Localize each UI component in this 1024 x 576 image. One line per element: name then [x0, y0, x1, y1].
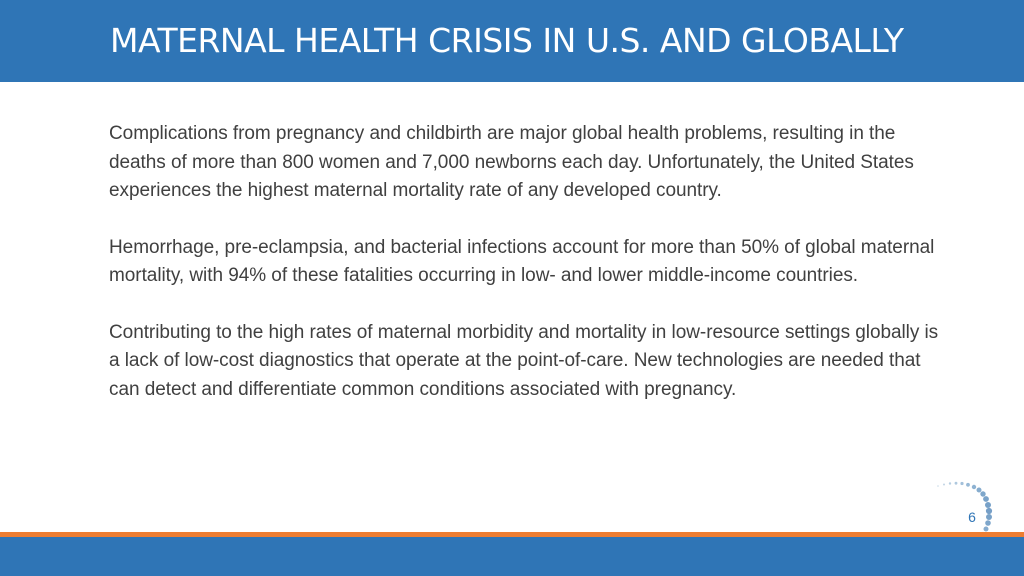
paragraph-diagnostics: Contributing to the high rates of maternal morbidity and mortality in low-resource settings globally is a lack of low-cost diagnostics that operate at the point-of-care. New technologies are needed that can detect and differentiate common conditions associated with pregnancy.	[109, 321, 939, 400]
title-bar	[0, 0, 1024, 82]
footer-bar	[0, 537, 1024, 576]
paragraph-overview: Complications from pregnancy and childbirth are major global health problems, resulting in the deaths of more than 800 women and 7,000 newborns each day. Unfortunately, the United States experiences the highest maternal mortality rate of any developed country.	[109, 123, 914, 201]
page-number: 6	[968, 509, 976, 525]
slide-title: MATERNAL HEALTH CRISIS IN U.S. AND GLOBALLY	[110, 21, 904, 60]
slide-body	[109, 120, 939, 432]
paragraph-causes: Hemorrhage, pre-eclampsia, and bacterial infections account for more than 50% of global maternal mortality, with 94% of these fatalities occurring in low- and lower middle-income countries.	[109, 236, 935, 286]
